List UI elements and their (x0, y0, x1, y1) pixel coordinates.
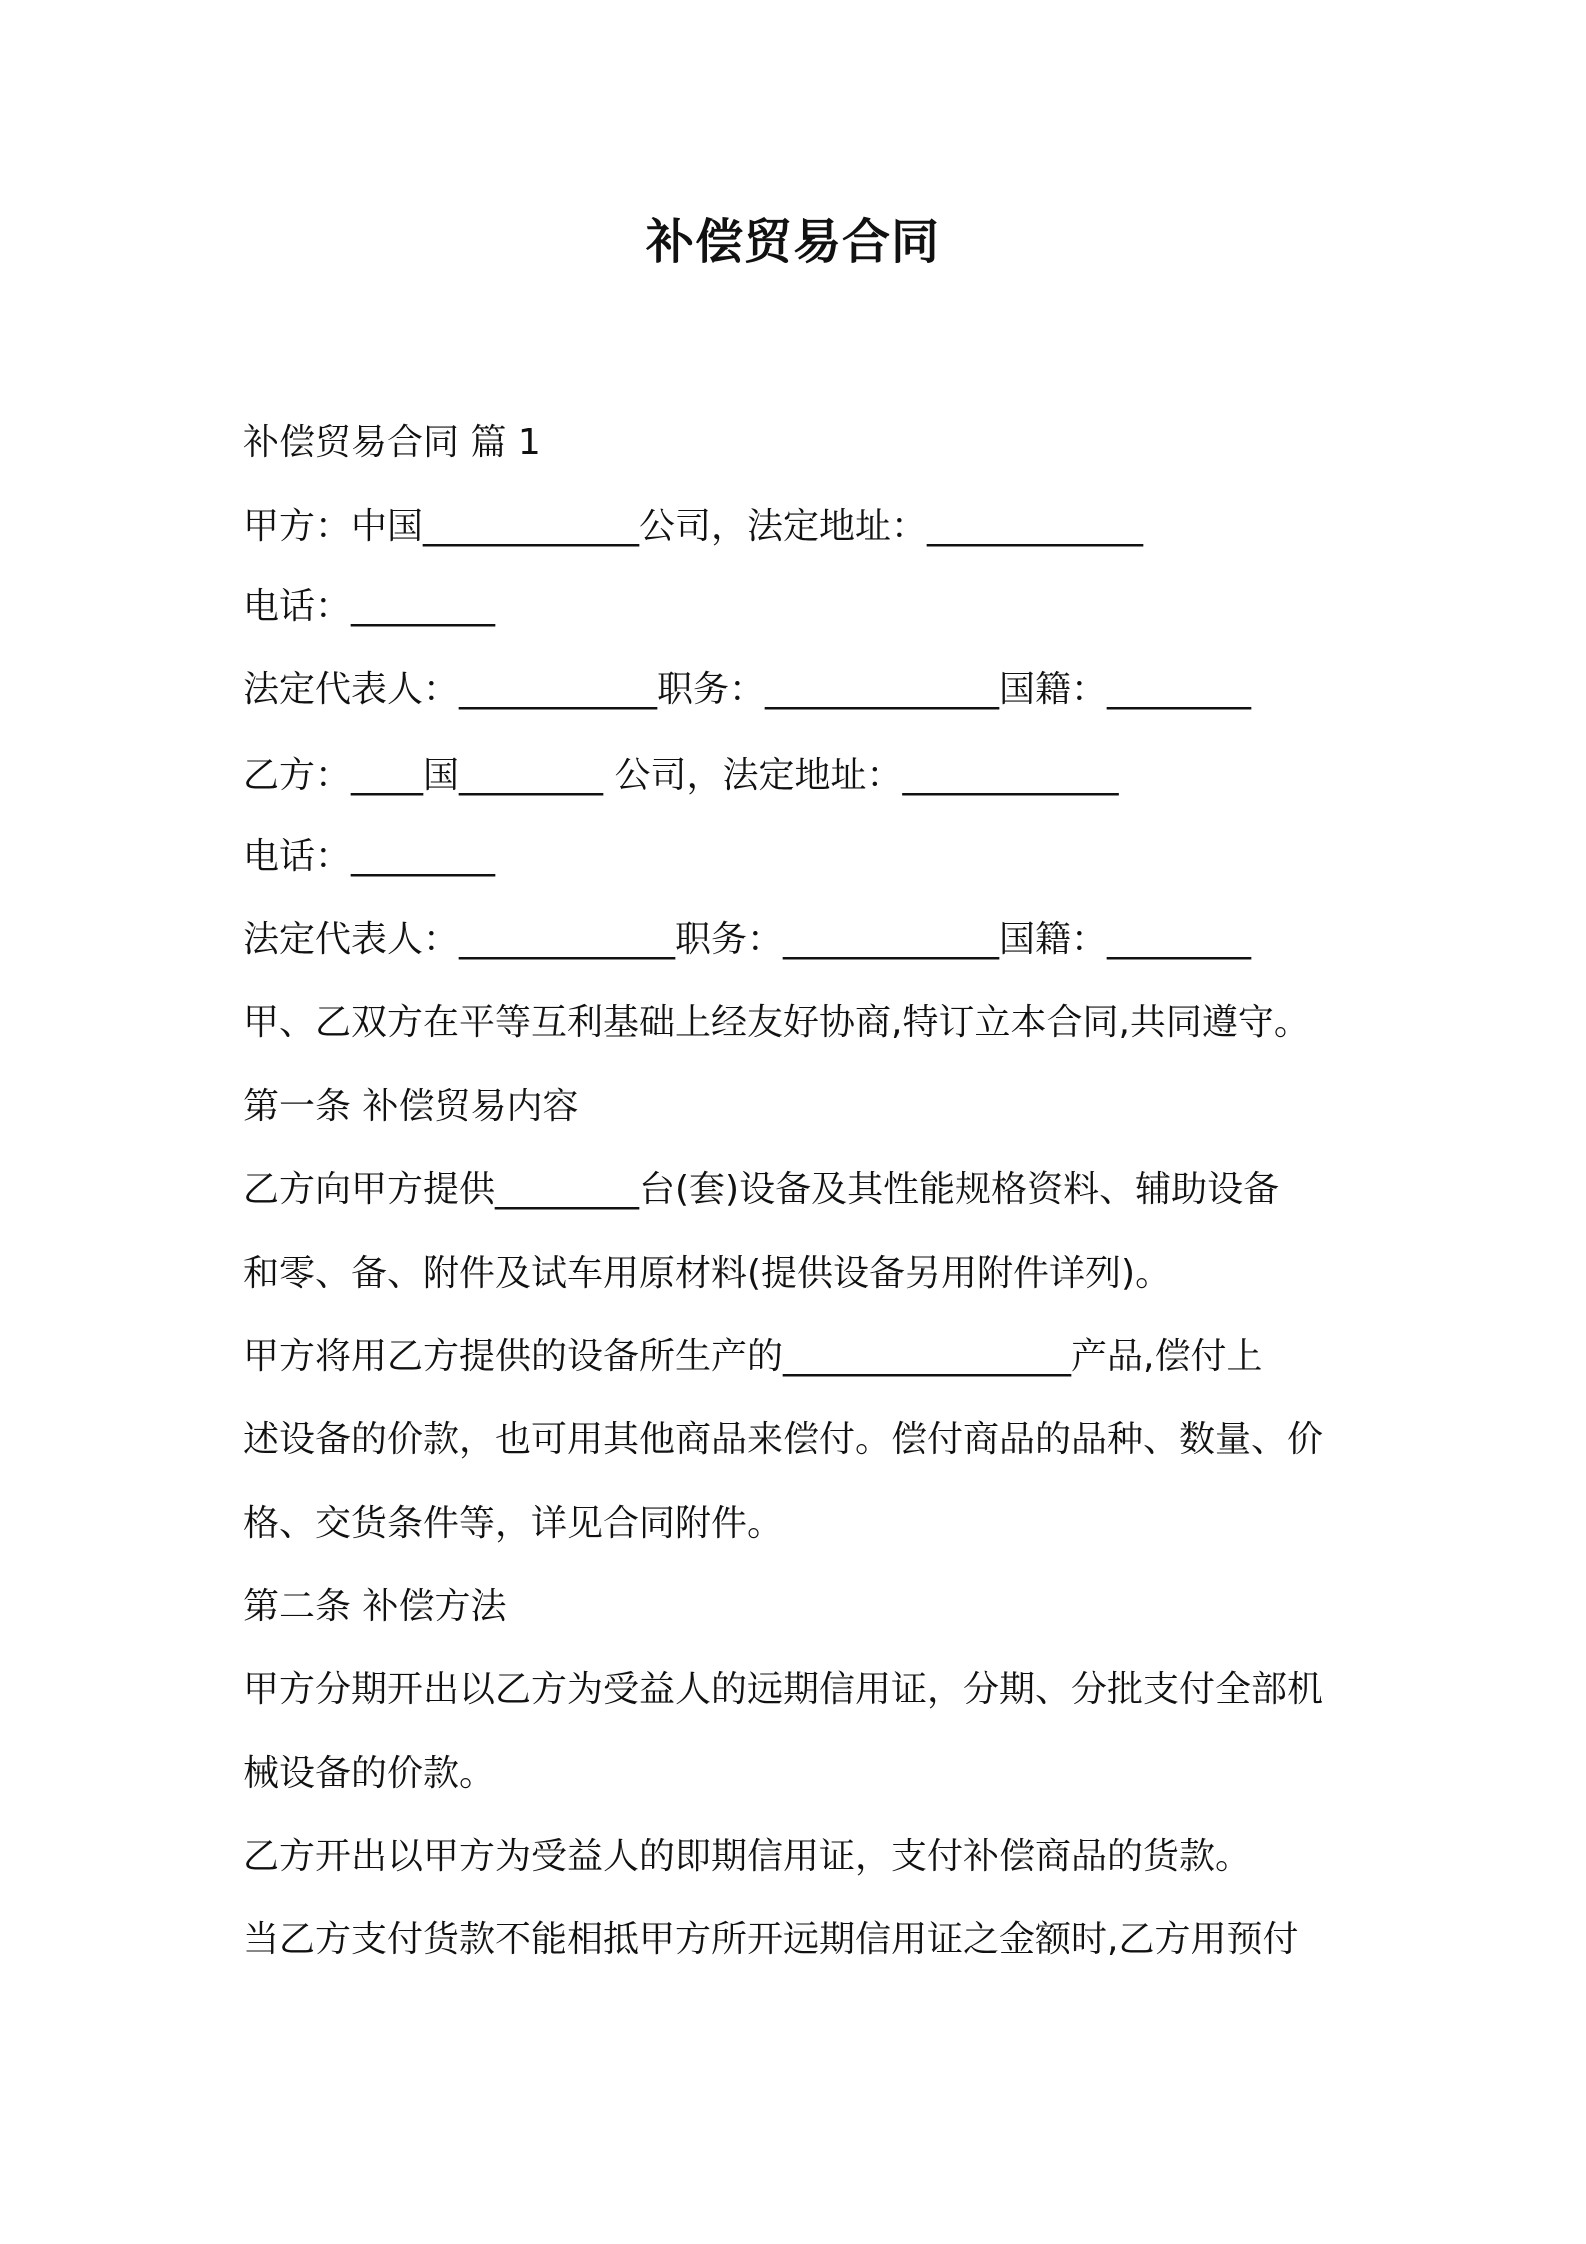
party-a-phone: 电话：________ (243, 586, 496, 627)
document-title: 补偿贸易合同 (645, 214, 940, 270)
paragraph-text: 甲方分期开出以乙方为受益人的远期信用证，分期、分批支付全部机 (243, 1669, 1324, 1710)
paragraph-text: 甲方将用乙方提供的设备所生产的________________产品,偿付上 (243, 1336, 1263, 1377)
paragraph-text: 述设备的价款，也可用其他商品来偿付。偿付商品的品种、数量、价 (243, 1419, 1324, 1460)
paragraph-text: 乙方开出以甲方为受益人的即期信用证，支付补偿商品的货款。 (243, 1836, 1252, 1877)
paragraph-text: 械设备的价款。 (243, 1753, 496, 1794)
party-a-line: 甲方：中国____________公司，法定地址：____________ (243, 506, 1144, 547)
paragraph-text: 乙方向甲方提供________台(套)设备及其性能规格资料、辅助设备 (243, 1169, 1280, 1210)
paragraph-text: 格、交货条件等，详见合同附件。 (243, 1503, 784, 1544)
paragraph-text: 当乙方支付货款不能相抵甲方所开远期信用证之金额时,乙方用预付 (243, 1919, 1299, 1960)
party-b-line: 乙方：____国________ 公司，法定地址：____________ (243, 755, 1119, 796)
section-heading: 补偿贸易合同 篇 1 (243, 422, 541, 463)
article-heading: 第二条 补偿方法 (243, 1586, 507, 1627)
paragraph-text: 和零、备、附件及试车用原材料(提供设备另用附件详列)。 (243, 1253, 1172, 1294)
paragraph-text: 甲、乙双方在平等互利基础上经友好协商,特订立本合同,共同遵守。 (243, 1002, 1310, 1043)
article-heading: 第一条 补偿贸易内容 (243, 1086, 579, 1127)
party-b-phone: 电话：________ (243, 836, 496, 877)
party-b-representative: 法定代表人：____________职务：____________国籍：________ (243, 919, 1252, 960)
party-a-representative: 法定代表人：___________职务：_____________国籍：________ (243, 669, 1252, 710)
